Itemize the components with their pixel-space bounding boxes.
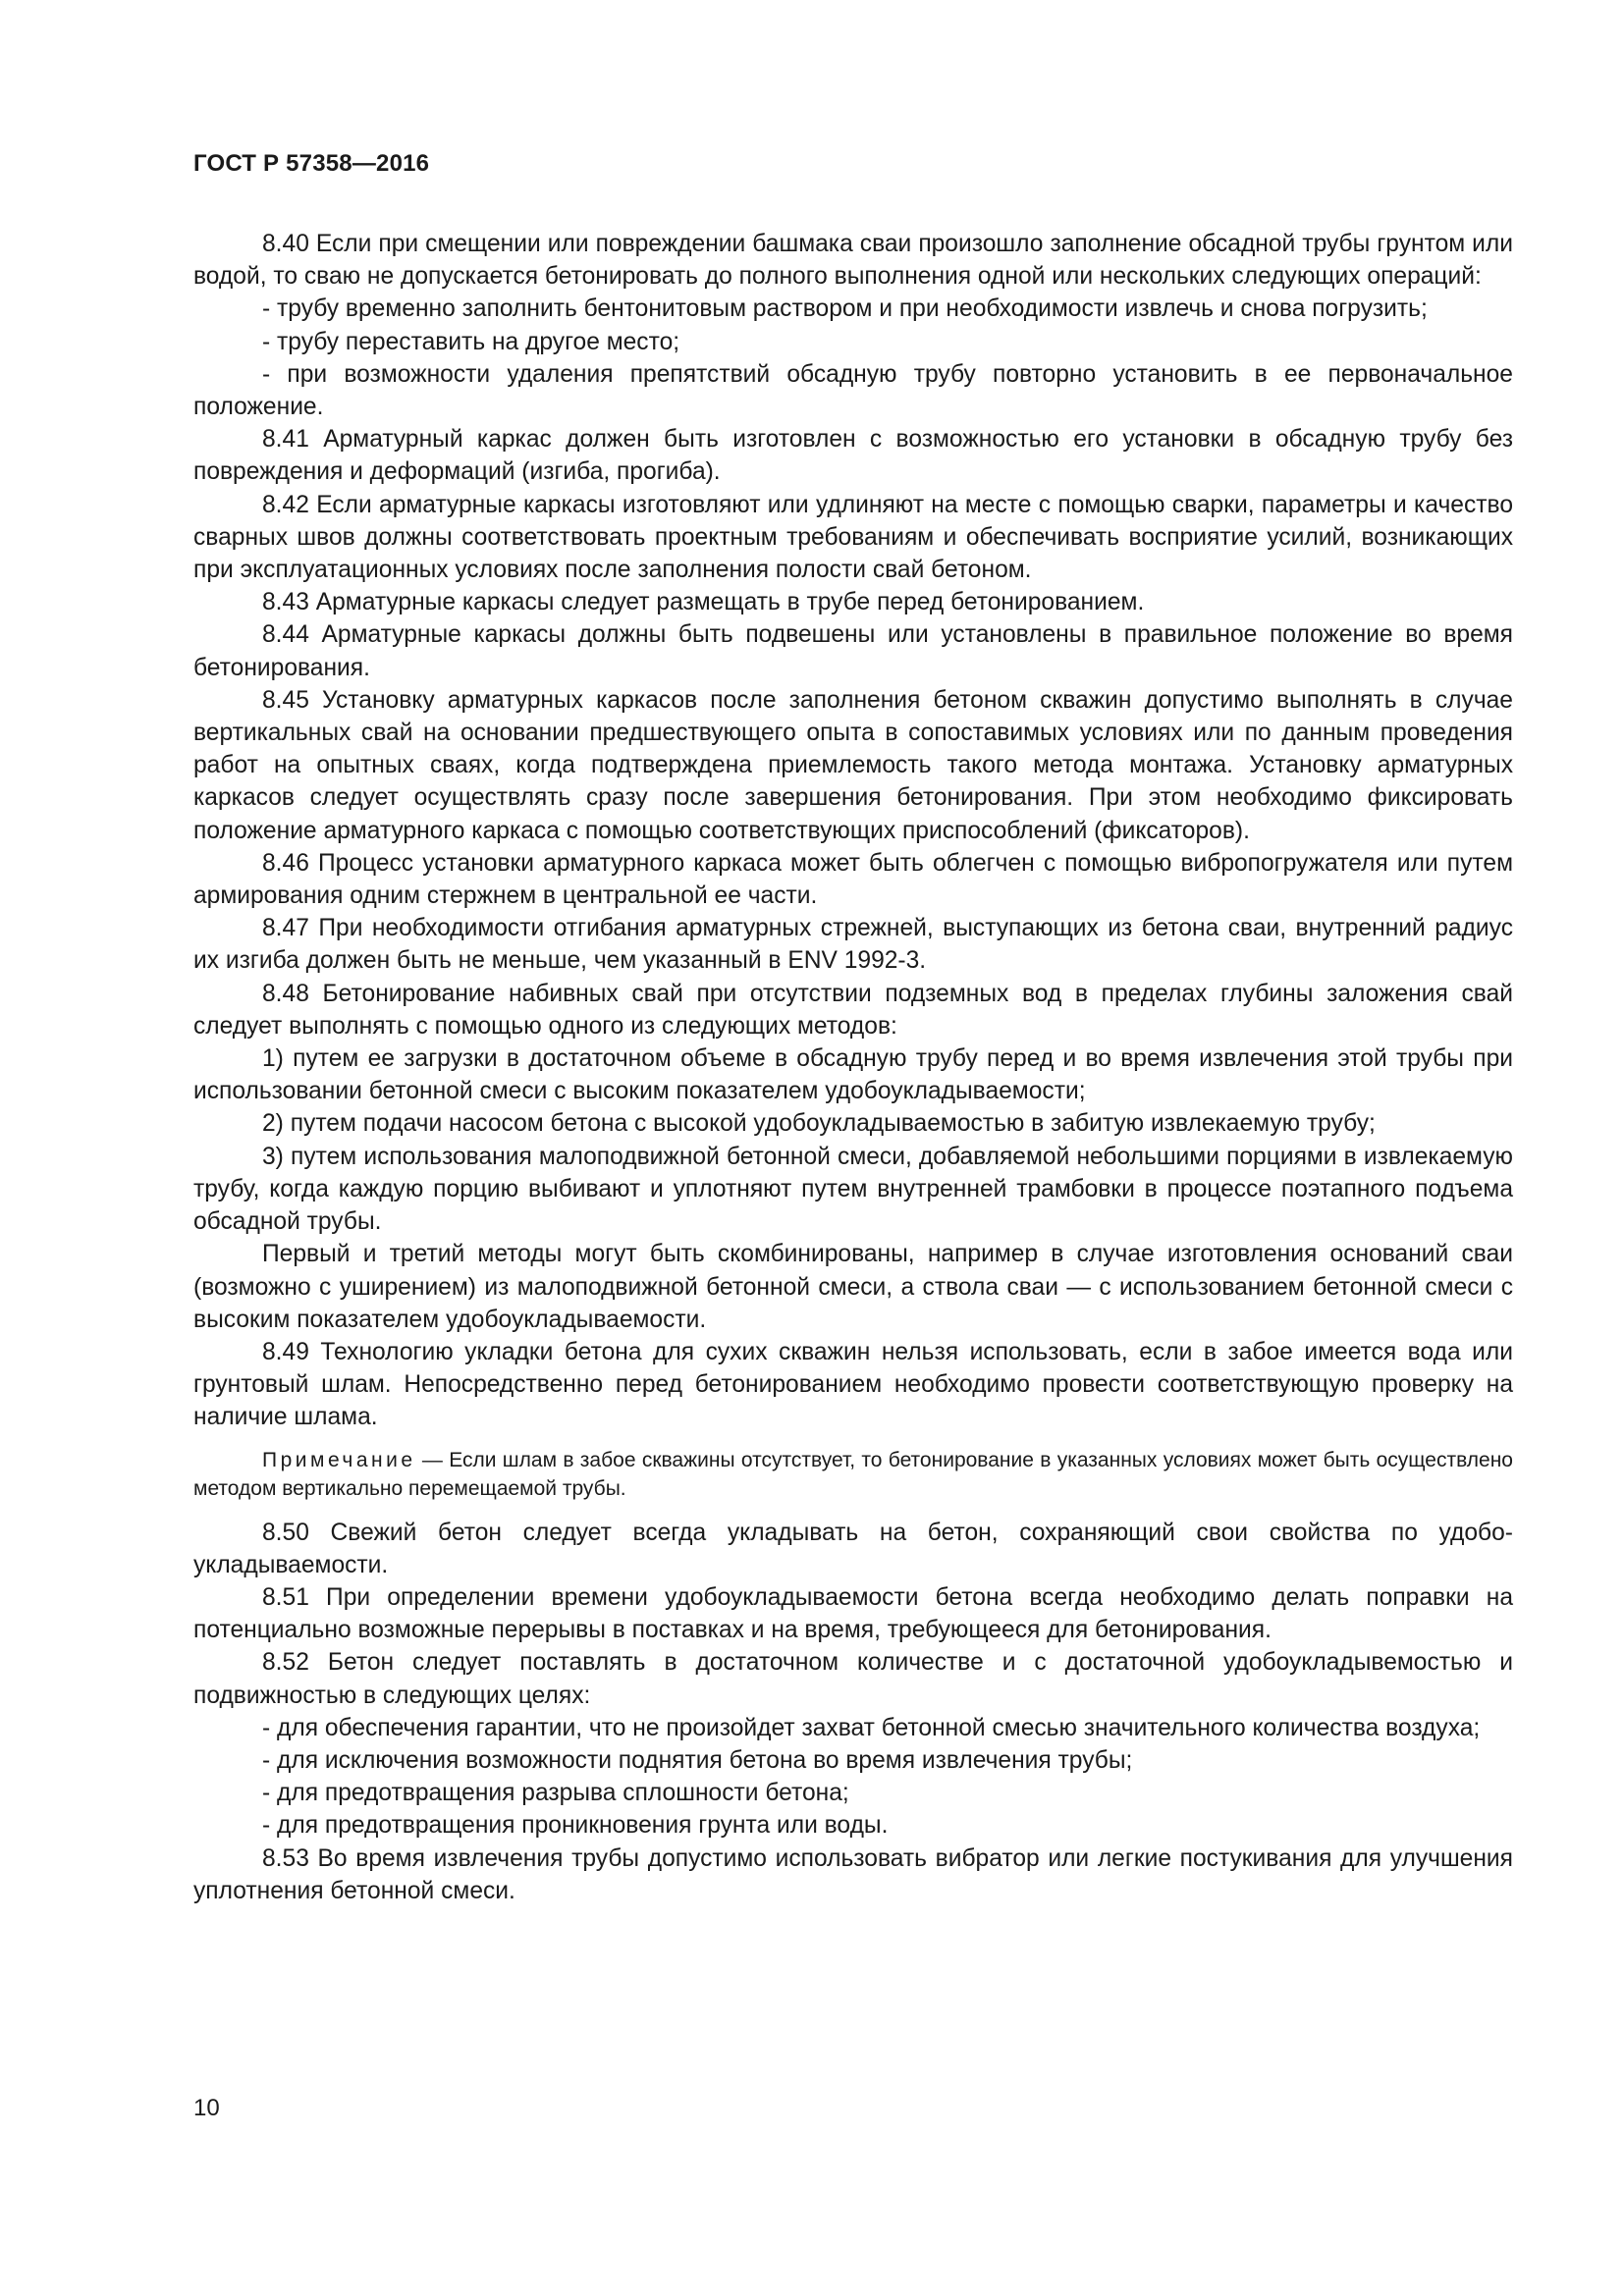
paragraph-8-40: 8.40 Если при смещении или повреждении башмака сваи произошло заполнение обсадной трубы грунтом или водой, то сваю не допускается бетонировать до полного выполнения одной или нескольких следующих операций: — [193, 231, 1513, 291]
document-body — [193, 228, 1513, 1907]
list-item: - при возможности удаления препятствий обсадную трубу повторно установить в ее первоначальное положение. — [193, 360, 1513, 421]
paragraph-8-42: 8.42 Если арматурные каркасы изготовляют или удлиняют на месте с помощью сварки, параметры и качество сварных швов должны соответствовать проектным требованиям и обеспечивать восприятие усилий, возникающих при эксплуатационных условиях после заполнения полости свай бетоном. — [193, 491, 1513, 584]
paragraph-8-46: 8.46 Процесс установки арматурного каркаса может быть облегчен с помощью вибропогружателя или путем армирования одним стержнем в центральной ее части. — [193, 849, 1513, 910]
paragraph-8-51: 8.51 При определении времени удобоукладываемости бетона всегда необходимо делать поправки на потенциально возможные перерывы в поставках и на время, требующееся для бетонирования. — [193, 1583, 1513, 1644]
document-code-header: ГОСТ Р 57358—2016 — [193, 150, 430, 177]
list-item: - для предотвращения разрыва сплошности бетона; — [262, 1780, 849, 1807]
list-item: 2) путем подачи насосом бетона с высокой удобоукладываемостью в забитую извлекаемую трубу; — [262, 1110, 1376, 1138]
list-item: 1) путем ее загрузки в достаточном объеме в обсадную трубу перед и во время извлечения этой трубы при использовании бетонной смеси с высоким показателем удобоукладываемости; — [193, 1045, 1513, 1105]
paragraph-8-47: 8.47 При необходимости отгибания арматурных стрежней, выступающих из бетона сваи, внутренний радиус их изгиба должен быть не меньше, чем указанный в ENV 1992-3. — [193, 915, 1513, 975]
paragraph-8-50: 8.50 Свежий бетон следует всегда укладывать на бетон, сохраняющий свои свойства по удобоукладываемости. — [193, 1519, 1513, 1578]
paragraph-8-49: 8.49 Технологию укладки бетона для сухих скважин нельзя использовать, если в забое имеется вода или грунтовый шлам. Непосредственно перед бетонированием необходимо провести соответствующую проверку на наличие шлама. — [193, 1338, 1513, 1431]
paragraph-8-41: 8.41 Арматурный каркас должен быть изготовлен с возможностью его установки в обсадную трубу без повреждения и деформаций (изгиба, прогиба). — [193, 426, 1513, 486]
list-item: - для исключения возможности поднятия бетона во время извлечения трубы; — [262, 1746, 1133, 1774]
paragraph-8-48: 8.48 Бетонирование набивных свай при отсутствии подземных вод в пределах глубины заложения свай следует выполнять с помощью одного из следующих методов: — [193, 980, 1513, 1040]
list-item: - трубу переставить на другое место; — [262, 328, 680, 355]
paragraph-8-53: 8.53 Во время извлечения трубы допустимо использовать вибратор или легкие постукивания для улучшения уплотнения бетонной смеси. — [193, 1844, 1513, 1904]
page-number: 10 — [193, 2095, 220, 2121]
paragraph-8-44: 8.44 Арматурные каркасы должны быть подвешены или установлены в правильное положение во время бетонирования. — [193, 621, 1513, 681]
paragraph-methods-combined: Первый и третий методы могут быть скомбинированы, например в случае изготовления оснований сваи (возможно с уширением) из малоподвижной бетонной смеси, а ствола сваи — с использованием бетонной смеси с высоким показателем удобоукладываемости. — [193, 1241, 1513, 1333]
paragraph-8-43: 8.43 Арматурные каркасы следует размещать в трубе перед бетонированием. — [262, 589, 1145, 616]
list-item: - для предотвращения проникновения грунта или воды. — [262, 1812, 889, 1840]
note — [193, 1446, 1513, 1503]
note-text: — Если шлам в забое скважины отсутствует, то бетонирование в указанных условиях может быть осуществлено методом вертикально перемещаемой трубы. — [193, 1448, 1513, 1500]
paragraph-8-45: 8.45 Установку арматурных каркасов после заполнения бетоном скважин допустимо выполнять в случае вертикальных свай на основании предшествующего опыта в сопоставимых условиях или по данным проведения работ на опытных сваях, когда подтверждена приемлемость такого метода монтажа. Установку арматурных каркасов следует осуществлять сразу после завершения бетонирования. При этом необходимо фиксировать положение арматурного каркаса с помощью соответствующих приспособлений (фиксаторов). — [193, 686, 1513, 844]
list-item: - для обеспечения гарантии, что не произойдет захват бетонной смесью значительного количества воздуха; — [262, 1714, 1481, 1741]
note-label: Примечание — [262, 1448, 416, 1471]
list-item: 3) путем использования малоподвижной бетонной смеси, добавляемой небольшими порциями в извлекаемую трубу, когда каждую порцию выбивают и уплотняют путем внутренней трамбовки в процессе поэтапного подъема обсадной трубы. — [193, 1143, 1513, 1236]
paragraph-8-52: 8.52 Бетон следует поставлять в достаточном количестве и с достаточной удобоукладывемостью и подвижностью в следующих целях: — [193, 1649, 1513, 1709]
list-item: - трубу временно заполнить бентонитовым раствором и при необходимости извлечь и снова погрузить; — [262, 295, 1428, 323]
